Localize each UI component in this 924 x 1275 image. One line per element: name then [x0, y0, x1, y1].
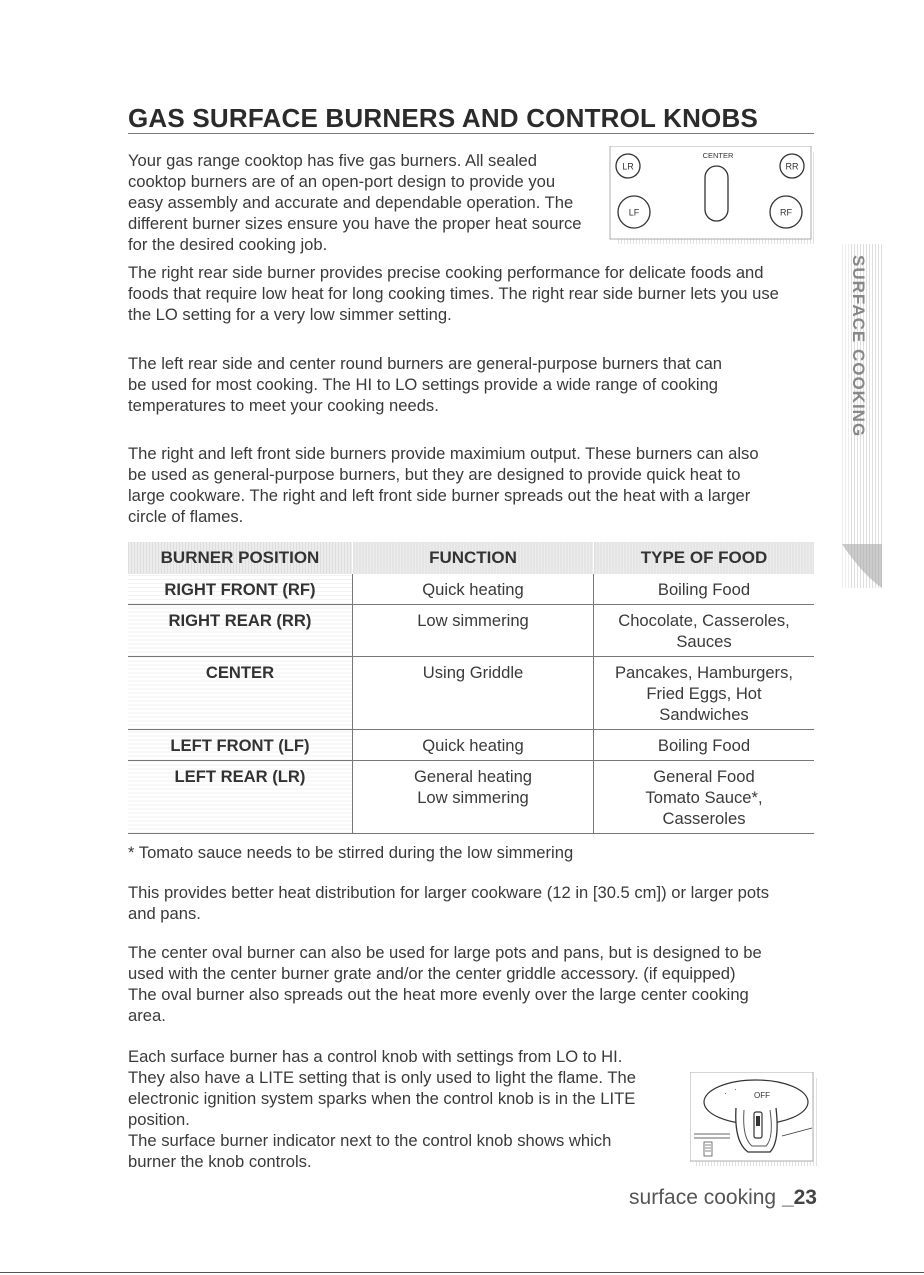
burner-center-label: CENTER [702, 151, 734, 160]
page-title: GAS SURFACE BURNERS AND CONTROL KNOBS [128, 103, 758, 133]
burner-rr-label: RR [785, 161, 799, 172]
burner-position-cell: LEFT REAR (LR) [128, 761, 353, 834]
food-cell: Chocolate, Casseroles, Sauces [594, 605, 815, 657]
front-burners-paragraph: The right and left front side burners provide maximium output. These burners can also be used as general-purpose burners, but they are designed to provide quick heat to large cookware. The right and left front side burner spreads out the heat with a larger circle of flames. [128, 444, 759, 526]
burner-center [705, 166, 728, 221]
header-type-of-food: TYPE OF FOOD [594, 542, 815, 574]
control-knob-paragraph: Each surface burner has a control knob with settings from LO to HI. They also have a LITE setting that is only used to light the flame. The electronic ignition system sparks when the control knob is in the LITE position. The surface burner indicator next to the control knob shows which burner the knob controls. [128, 1047, 636, 1171]
function-cell: Using Griddle [353, 657, 594, 730]
function-cell: General heating Low simmering [353, 761, 594, 834]
footer-section-name: surface cooking [629, 1186, 782, 1209]
page-footer [629, 1186, 817, 1210]
burner-table [128, 542, 814, 834]
function-cell: Quick heating [353, 730, 594, 761]
right-rear-paragraph: The right rear side burner provides precise cooking performance for delicate foods and foods that require low heat for long cooking times. The right rear side burner lets you use the LO setting for a very low simmer setting. [128, 263, 779, 324]
intro-paragraph: Your gas range cooktop has five gas burners. All sealed cooktop burners are of an open-port design to provide you easy assembly and accurate and dependable operation. The different burner sizes ensure you have the proper heat source for the desired cooking job. [128, 151, 582, 254]
left-rear-center-paragraph: The left rear side and center round burners are general-purpose burners that can be used for most cooking. The HI to LO settings provide a wide range of cooking temperatures to meet your cooking needs. [128, 354, 723, 415]
food-cell: Boiling Food [594, 730, 815, 761]
header-burner-position: BURNER POSITION [128, 542, 353, 574]
burner-position-cell: RIGHT FRONT (RF) [128, 574, 353, 605]
food-cell: Pancakes, Hamburgers, Fried Eggs, Hot Sandwiches [594, 657, 815, 730]
food-cell: Boiling Food [594, 574, 815, 605]
table-row [128, 605, 814, 657]
svg-text:·: · [734, 1085, 737, 1094]
burner-position-cell: CENTER [128, 657, 353, 730]
heat-distribution-paragraph: This provides better heat distribution for larger cookware (12 in [30.5 cm]) or larger pots and pans. [128, 883, 769, 923]
burner-rf-label: RF [780, 207, 792, 218]
burner-lr [616, 154, 640, 178]
cooktop-burner-diagram [606, 146, 816, 244]
knob-off-label: OFF [754, 1091, 770, 1100]
burner-rr [780, 154, 804, 178]
burner-lf [618, 196, 650, 228]
center-oval-paragraph: The center oval burner can also be used for large pots and pans, but is designed to be used with the center burner grate and/or the center griddle accessory. (if equipped) The oval burner also spreads out the heat more evenly over the large center cooking area. [128, 943, 762, 1025]
burner-position-cell: LEFT FRONT (LF) [128, 730, 353, 761]
burner-rf [770, 196, 802, 228]
control-knob-illustration [690, 1072, 818, 1166]
side-tab [843, 254, 873, 438]
header-function: FUNCTION [353, 542, 594, 574]
svg-text:·: · [724, 1089, 727, 1098]
table-row [128, 574, 814, 605]
burner-lr-label: LR [622, 161, 634, 172]
page-number: _23 [781, 1186, 817, 1209]
function-cell: Quick heating [353, 574, 594, 605]
side-tab-label: SURFACE COOKING [849, 254, 868, 438]
title-rule [128, 133, 814, 134]
burner-position-cell: RIGHT REAR (RR) [128, 605, 353, 657]
burner-lf-label: LF [628, 207, 640, 218]
table-row [128, 761, 814, 834]
function-cell: Low simmering [353, 605, 594, 657]
food-cell: General Food Tomato Sauce*, Casseroles [594, 761, 815, 834]
footnote: * Tomato sauce needs to be stirred during the low simmering [128, 843, 574, 862]
table-row [128, 730, 814, 761]
table-row [128, 657, 814, 730]
table-header-row [128, 542, 814, 574]
bottom-border [0, 1272, 924, 1273]
